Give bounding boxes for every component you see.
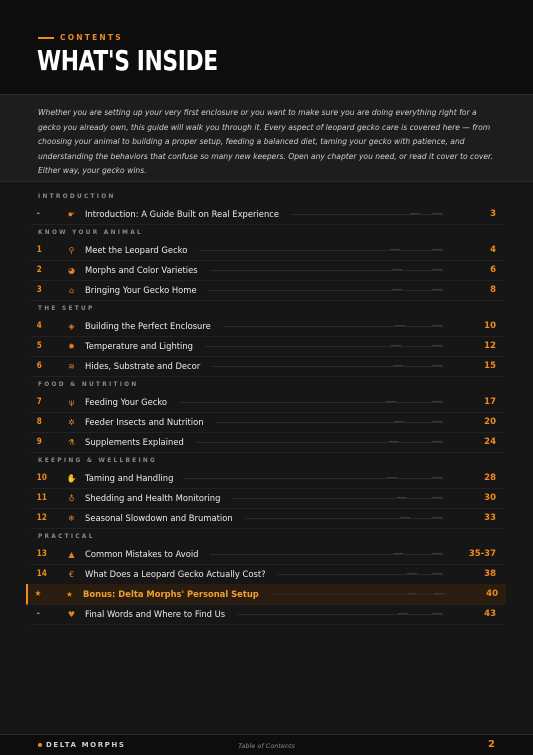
eyebrow [38, 33, 123, 42]
bug-icon: ✲ [68, 417, 75, 427]
toc-row-10[interactable] [30, 468, 504, 489]
box-icon: ◈ [68, 321, 75, 331]
page-number: 17 [484, 397, 496, 407]
chapter-title: What Does a Leopard Gecko Actually Cost? [85, 569, 266, 579]
leader-line [271, 594, 446, 595]
chapter-title: Building the Perfect Enclosure [85, 321, 211, 331]
page-number: 40 [486, 589, 498, 599]
chapter-number: 9 [36, 437, 42, 447]
toc-row-5[interactable] [30, 336, 504, 357]
brand-name: DELTA MORPHS [46, 741, 126, 749]
page-title: WHAT'S INSIDE [37, 44, 218, 77]
page-number: 8 [490, 285, 496, 295]
utensils-icon: ψ [68, 397, 75, 407]
chapter-title: Common Mistakes to Avoid [85, 549, 199, 559]
toc-row-11[interactable] [30, 488, 504, 509]
bonus-star-icon: ★ [34, 589, 42, 599]
euro-icon: € [68, 569, 75, 579]
chapter-number: - [36, 609, 40, 619]
footer [0, 734, 533, 755]
leader-line [245, 518, 444, 519]
toc-row-9[interactable] [30, 432, 504, 453]
chapter-title: Morphs and Color Varieties [85, 265, 198, 275]
page-number: 33 [484, 513, 496, 523]
flask-icon: ⚗ [67, 437, 76, 447]
page-number: 38 [484, 569, 496, 579]
page-number: 35-37 [468, 549, 496, 559]
leader-line [278, 574, 444, 575]
page-number: 28 [484, 473, 496, 483]
section-food-nutrition: FOOD & NUTRITION [38, 382, 139, 388]
toc-row-13[interactable] [30, 544, 504, 565]
toc-row-7[interactable] [30, 392, 504, 413]
chapter-number: 13 [36, 549, 47, 559]
chapter-title: Introduction: A Guide Built on Real Experience [85, 209, 280, 219]
section-introduction: INTRODUCTION [38, 194, 116, 200]
page-number: 30 [484, 493, 496, 503]
leader-line [210, 270, 444, 271]
chapter-title: Shedding and Health Monitoring [85, 493, 221, 503]
search-icon: ⚲ [68, 245, 75, 255]
toc-row-6[interactable] [30, 356, 504, 377]
chapter-title: Hides, Substrate and Decor [85, 361, 201, 371]
star-icon: ★ [65, 589, 74, 599]
chapter-number: 10 [36, 473, 47, 483]
section-the-setup: THE SETUP [38, 306, 95, 312]
leader-line [209, 290, 444, 291]
intro-text: Whether you are setting up your very first enclosure or you want to make sure you are doing everything right for a gecko you already own, this guide will walk you through it. Every aspect of leopard gecko care is covered here — from choosing your animal to building a proper setup, feeding a balanced diet, taming your gecko with patience, and understanding the behaviors that confuse so many new keepers. Open any chapter you need, or read it cover to cover. Either way, your gecko wins. [38, 108, 493, 175]
heart-icon: ♥ [67, 609, 76, 619]
chapter-number: 2 [36, 265, 42, 275]
chapter-number: 5 [36, 341, 42, 351]
leader-line [199, 250, 444, 251]
toc-row-1[interactable] [30, 240, 504, 261]
footer-center-text: Table of Contents [238, 742, 295, 750]
leader-line [291, 214, 444, 215]
chapter-number: 3 [36, 285, 42, 295]
intro-panel [0, 94, 533, 182]
chapter-title: Meet the Leopard Gecko [85, 245, 188, 255]
toc-row-4[interactable] [30, 316, 504, 337]
chapter-number: 8 [36, 417, 42, 427]
layers-icon: ≋ [68, 361, 75, 371]
toc-row-introduction[interactable] [30, 204, 504, 225]
chapter-number: 14 [36, 569, 47, 579]
snowflake-icon: ❄ [68, 513, 75, 523]
section-know-your-animal: KNOW YOUR ANIMAL [38, 230, 144, 236]
chapter-title: Feeding Your Gecko [85, 397, 168, 407]
chapter-title: Supplements Explained [85, 437, 184, 447]
header [0, 0, 533, 94]
chapter-number: 12 [36, 513, 47, 523]
page-number: 43 [484, 609, 496, 619]
leader-line [179, 402, 444, 403]
page-number: 15 [484, 361, 496, 371]
page-number: 10 [484, 321, 496, 331]
footer-page-number: 2 [488, 739, 495, 750]
chapter-title: Taming and Handling [85, 473, 174, 483]
chapter-number: 1 [36, 245, 42, 255]
page-number: 3 [490, 209, 496, 219]
home-icon: ⌂ [68, 285, 75, 295]
section-keeping-wellbeing: KEEPING & WELLBEING [38, 458, 158, 464]
chapter-number: 7 [36, 397, 42, 407]
leader-line [237, 614, 444, 615]
chapter-number: 4 [36, 321, 42, 331]
leader-line [216, 422, 444, 423]
chapter-title: Bonus: Delta Morphs' Personal Setup [83, 589, 259, 599]
leader-line [232, 498, 444, 499]
leader-line [205, 346, 444, 347]
page-number: 6 [490, 265, 496, 275]
toc-row-12[interactable] [30, 508, 504, 529]
leader-line [185, 478, 444, 479]
chapter-number: 11 [36, 493, 47, 503]
toc-row-14[interactable] [30, 564, 504, 585]
page-number: 4 [490, 245, 496, 255]
sun-icon: ✹ [68, 341, 75, 351]
chapter-title: Temperature and Lighting [85, 341, 193, 351]
chapter-number: - [36, 209, 40, 219]
section-practical: PRACTICAL [38, 534, 95, 540]
leader-line [210, 554, 444, 555]
page-number: 20 [484, 417, 496, 427]
page-number: 24 [484, 437, 496, 447]
chapter-title: Feeder Insects and Nutrition [85, 417, 204, 427]
eyebrow-text: CONTENTS [60, 33, 123, 42]
chapter-title: Bringing Your Gecko Home [85, 285, 197, 295]
chapter-title: Final Words and Where to Find Us [85, 609, 226, 619]
palette-icon: ◕ [68, 265, 75, 275]
page-number: 12 [484, 341, 496, 351]
toc-row-2[interactable] [30, 260, 504, 281]
leader-line [212, 366, 444, 367]
chapter-number: 6 [36, 361, 42, 371]
hand-icon: ✋ [66, 473, 77, 483]
toc-row-bonus[interactable] [26, 584, 506, 605]
chapter-title: Seasonal Slowdown and Brumation [85, 513, 233, 523]
toc-row-final[interactable] [30, 604, 504, 625]
toc-row-3[interactable] [30, 280, 504, 301]
leader-line [223, 326, 444, 327]
eyebrow-dash [38, 37, 54, 39]
handshake-icon: ☛ [67, 209, 76, 219]
stethoscope-icon: ♁ [68, 493, 75, 503]
leader-line [196, 442, 444, 443]
warning-icon: ▲ [68, 549, 75, 559]
toc-row-8[interactable] [30, 412, 504, 433]
